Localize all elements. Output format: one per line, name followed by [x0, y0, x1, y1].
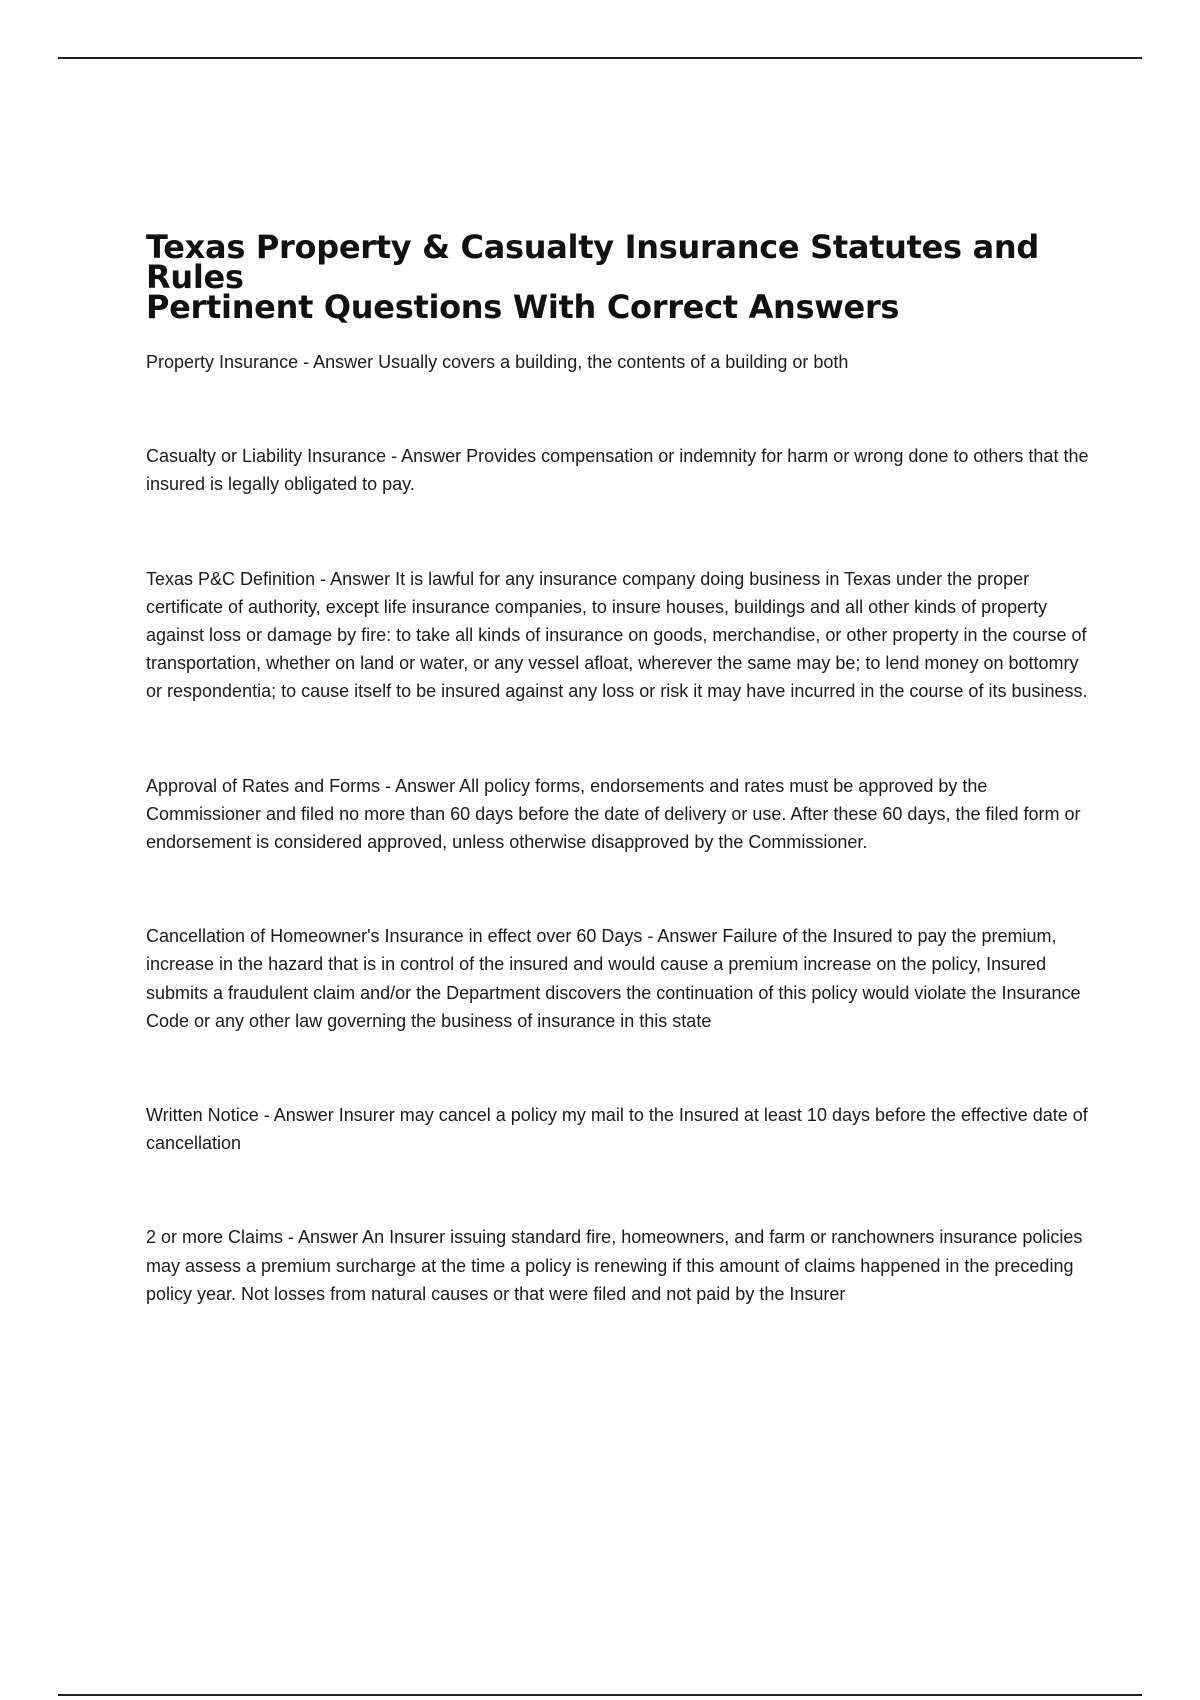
qa-item-two-or-more-claims: 2 or more Claims - Answer An Insurer issuing standard fire, homeowners, and farm or ranchowners insurance policies may assess a premium surcharge at the time a policy is renewing if this amount of claims happened in the preceding policy year. Not losses from natural causes or that were filed and not paid by the Insurer — [146, 1227, 1083, 1304]
title-line-2: Pertinent Questions With Correct Answers — [146, 288, 900, 326]
qa-list — [146, 348, 1090, 1308]
qa-item-property-insurance: Property Insurance - Answer Usually covers a building, the contents of a building or both — [146, 352, 849, 372]
top-rule — [58, 57, 1142, 59]
qa-item-approval-rates-forms: Approval of Rates and Forms - Answer All policy forms, endorsements and rates must be approved by the Commissioner and filed no more than 60 days before the date of delivery or use. After these 60 days, the filed form or endorsement is considered approved, unless otherwise disapproved by the Commissioner. — [146, 775, 1081, 853]
bottom-rule — [58, 1694, 1142, 1696]
document-title — [146, 228, 1090, 326]
qa-item-cancellation-homeowners: Cancellation of Homeowner's Insurance in effect over 60 Days - Answer Failure of the Insured to pay the premium, increase in the hazard that is in control of the insured and would cause a premium increase on the policy, Insured submits a fraudulent claim and/or the Department discovers the continuation of this policy would violate the Insurance Code or any other law governing the business of insurance in this state — [146, 926, 1081, 1031]
title-line-1: Texas Property & Casualty Insurance Statutes and Rules — [146, 228, 1039, 296]
document-body — [146, 228, 1090, 1374]
qa-item-texas-pc-definition: Texas P&C Definition - Answer It is lawful for any insurance company doing business in Texas under the proper certificate of authority, except life insurance companies, to insure houses, buildings and all other kinds of property against loss or damage by fire: to take all kinds of insurance on goods, merchandise, or other property in the course of transportation, whether on land or water, or any vessel afloat, wherever the same may be; to lend money on bottomry or respondentia; to cause itself to be insured against any loss or risk it may have incurred in the course of its business. — [146, 568, 1088, 702]
qa-item-casualty-liability: Casualty or Liability Insurance - Answer Provides compensation or indemnity for harm or wrong done to others that the insured is legally obligated to pay. — [146, 446, 1089, 495]
qa-item-written-notice: Written Notice - Answer Insurer may cancel a policy my mail to the Insured at least 10 days before the effective date of cancellation — [146, 1105, 1088, 1154]
